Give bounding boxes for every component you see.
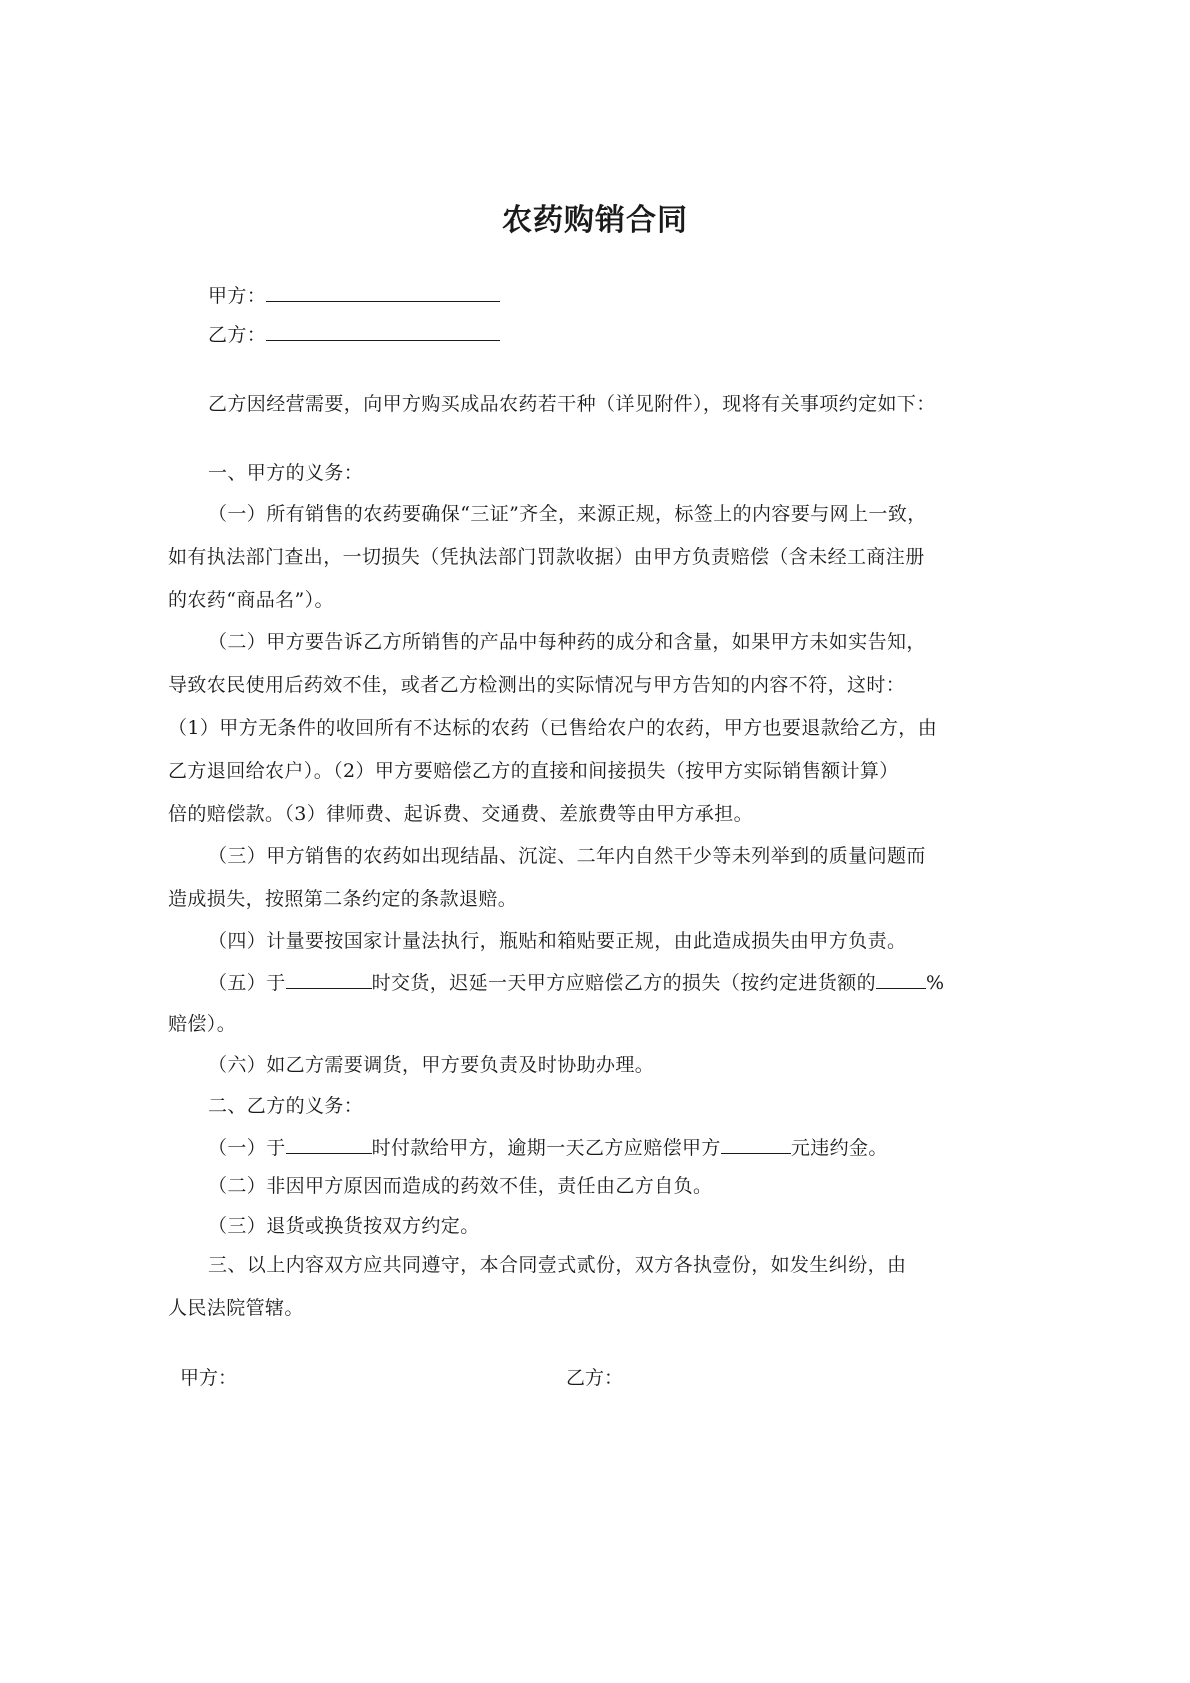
- clause-1-2-line: 导致农民使用后药效不佳，或者乙方检测出的实际情况与甲方告知的内容不符，这时：: [168, 674, 906, 696]
- clause-1-2-line: 乙方退回给农户）。（2）甲方要赔偿乙方的直接和间接损失（按甲方实际销售额计算）: [168, 760, 899, 782]
- party-b-label: 乙方：: [208, 324, 267, 346]
- section-2-heading: 二、乙方的义务：: [208, 1095, 364, 1117]
- clause-1-2-line: 倍的赔偿款。（3）律师费、起诉费、交通费、差旅费等由甲方承担。: [168, 803, 753, 825]
- signature-party-b: 乙方：: [566, 1367, 624, 1389]
- clause-1-5-line2: 赔偿）。: [168, 1013, 237, 1035]
- delivery-date-blank: [286, 969, 372, 989]
- party-a-line: [208, 282, 500, 308]
- clause-1-5-text: 时交货，迟延一天甲方应赔偿乙方的损失（按约定进货额的: [371, 972, 877, 994]
- clause-2-1-line: [208, 1134, 888, 1160]
- clause-1-1-line: 如有执法部门查出，一切损失（凭执法部门罚款收据）由甲方负责赔偿（含未经工商注册: [168, 546, 925, 568]
- clause-1-2-line: （1）甲方无条件的收回所有不达标的农药（已售给农户的农药，甲方也要退款给乙方，由: [168, 717, 938, 739]
- party-a-blank: [266, 282, 500, 302]
- clause-1-4: （四）计量要按国家计量法执行，瓶贴和箱贴要正规，由此造成损失由甲方负责。: [208, 930, 907, 952]
- section-3-line: 三、以上内容双方应共同遵守，本合同壹式贰份，双方各执壹份，如发生纠纷，由: [208, 1254, 907, 1276]
- clause-1-3-line: （三）甲方销售的农药如出现结晶、沉淀、二年内自然干少等未列举到的质量问题而: [208, 845, 926, 867]
- section-3-line: 人民法院管辖。: [168, 1297, 304, 1319]
- clause-1-2-line: （二）甲方要告诉乙方所销售的产品中每种药的成分和含量，如果甲方未如实告知，: [208, 631, 926, 653]
- clause-2-1-text: 时付款给甲方，逾期一天乙方应赔偿甲方: [371, 1137, 721, 1159]
- party-a-label: 甲方：: [208, 285, 267, 307]
- penalty-amount-blank: [721, 1134, 791, 1154]
- clause-1-3-line: 造成损失，按照第二条约定的条款退赔。: [168, 888, 518, 910]
- section-1-heading: 一、甲方的义务：: [208, 462, 364, 484]
- clause-1-1-line: （一）所有销售的农药要确保“三证”齐全，来源正规，标签上的内容要与网上一致，: [208, 503, 927, 525]
- clause-1-1-line: 的农药“商品名”）。: [168, 589, 334, 611]
- penalty-percent-blank: [876, 969, 926, 989]
- clause-1-5-line: [208, 969, 944, 995]
- clause-2-1-text: （一）于: [208, 1137, 286, 1159]
- clause-2-1-text: 元违约金。: [790, 1137, 888, 1159]
- document-title: 农药购销合同: [502, 203, 688, 238]
- percent-sign: %: [926, 972, 945, 994]
- signature-party-a: 甲方：: [180, 1367, 238, 1389]
- intro-paragraph: 乙方因经营需要，向甲方购买成品农药若干种（详见附件），现将有关事项约定如下：: [208, 393, 936, 415]
- clause-2-3: （三）退货或换货按双方约定。: [208, 1215, 480, 1237]
- party-b-line: [208, 321, 500, 347]
- party-b-blank: [266, 321, 500, 341]
- clause-1-6: （六）如乙方需要调货，甲方要负责及时协助办理。: [208, 1054, 655, 1076]
- clause-1-5-text: （五）于: [208, 972, 286, 994]
- payment-date-blank: [286, 1134, 372, 1154]
- clause-2-2: （二）非因甲方原因而造成的药效不佳，责任由乙方自负。: [208, 1175, 713, 1197]
